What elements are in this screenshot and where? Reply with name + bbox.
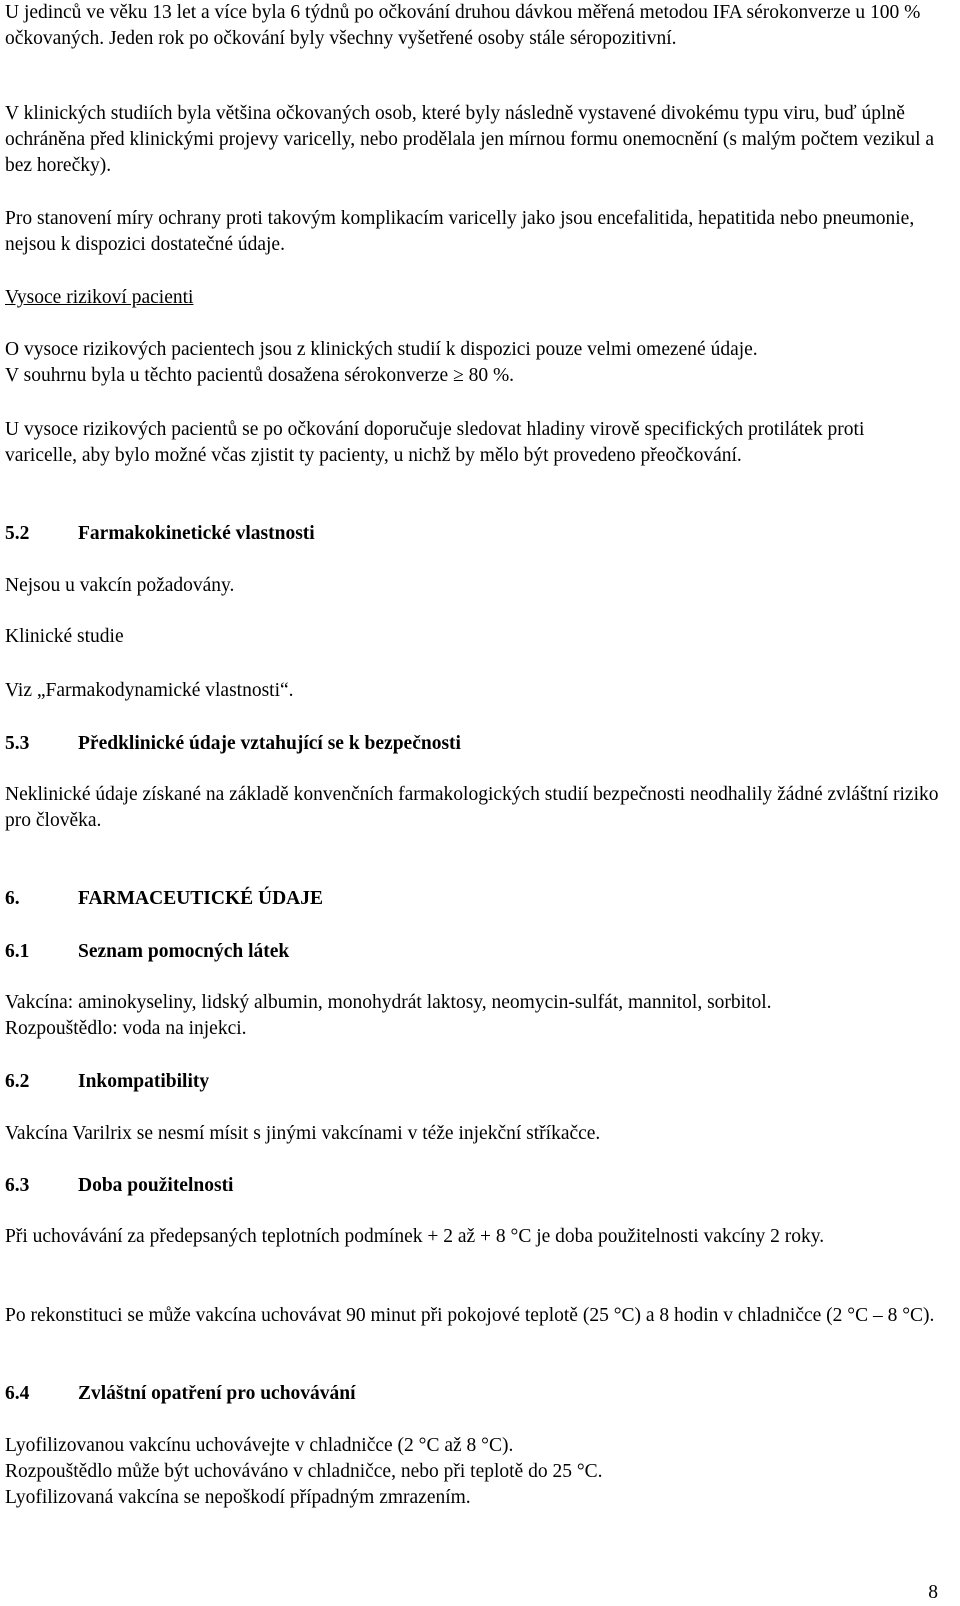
section-heading-5-2: 5.2 Farmakokinetické vlastnosti [5,523,315,544]
paragraph-ifa-seroconversion: U jedinců ve věku 13 let a více byla 6 týdnů po očkování druhou dávkou měřená metodou IFA sérokonverze u 100 % očkovaných. Jeden rok po očkování byly všechny vyšetřené osoby stále séropozitivní. [5,2,921,49]
paragraph-complications: Pro stanovení míry ochrany proti takovým komplikacím varicelly jako jsou encefalitida, hepatitida nebo pneumonie, nejsou k dispozici dostatečné údaje. [5,208,915,255]
paragraph-high-risk-data: O vysoce rizikových pacientech jsou z klinických studií k dispozici pouze velmi omezené údaje. V souhrnu byla u těchto pacientů dosažena sérokonverze ≥ 80 %. [5,339,758,386]
paragraph-5-3-text: Neklinické údaje získané na základě konvenčních farmakologických studií bezpečnosti neodhalily žádné zvláštní riziko pro člověka. [5,784,939,831]
paragraph-5-2-reference: Viz „Farmakodynamické vlastnosti“. [5,680,294,701]
section-heading-6-2: 6.2 Inkompatibility [5,1071,210,1092]
paragraph-incompatibilities: Vakcína Varilrix se nesmí mísit s jinými vakcínami v téže injekční stříkačce. [5,1123,601,1144]
section-heading-6-3: 6.3 Doba použitelnosti [5,1175,234,1196]
page-number: 8 [928,1582,938,1603]
paragraph-high-risk-monitoring: U vysoce rizikových pacientů se po očkování doporučuje sledovat hladiny virově specifických protilátek proti varicelle, aby bylo možné včas zjistit ty pacienty, u nichž by mělo být provedeno přeočkování. [5,419,865,466]
paragraph-shelf-life: Při uchovávání za předepsaných teplotních podmínek + 2 až + 8 °C je doba použitelnosti vakcíny 2 roky. [5,1226,825,1247]
paragraph-clinical-studies: V klinických studiích byla většina očkovaných osob, které byly následně vystavené divokému typu viru, buď úplně ochráněna před klinickými projevy varicelly, nebo prodělala jen mírnou formu onemocnění (s malým počtem vezikul a bez horečky). [5,103,935,176]
section-heading-6: 6. FARMACEUTICKÉ ÚDAJE [5,888,324,909]
paragraph-excipients: Vakcína: aminokyseliny, lidský albumin, monohydrát laktosy, neomycin-sulfát, mannitol, sorbitol. Rozpouštědlo: voda na injekci. [5,992,772,1039]
paragraph-clinical-studies-label: Klinické studie [5,626,124,647]
paragraph-reconstitution: Po rekonstituci se může vakcína uchovávat 90 minut při pokojové teplotě (25 °C) a 8 hodin v chladničce (2 °C – 8 °C). [5,1305,935,1326]
section-heading-6-1: 6.1 Seznam pomocných látek [5,941,290,962]
section-heading-6-4: 6.4 Zvláštní opatření pro uchovávání [5,1383,356,1404]
paragraph-5-2-text: Nejsou u vakcín požadovány. [5,575,235,596]
section-heading-5-3: 5.3 Předklinické údaje vztahující se k bezpečnosti [5,733,461,754]
paragraph-storage: Lyofilizovanou vakcínu uchovávejte v chladničce (2 °C až 8 °C). Rozpouštědlo může být uchováváno v chladničce, nebo při teplotě do 25 °C. Lyofilizovaná vakcína se nepoškodí případným zmrazením. [5,1435,603,1508]
subheading-high-risk-patients: Vysoce rizikoví pacienti [5,287,194,308]
